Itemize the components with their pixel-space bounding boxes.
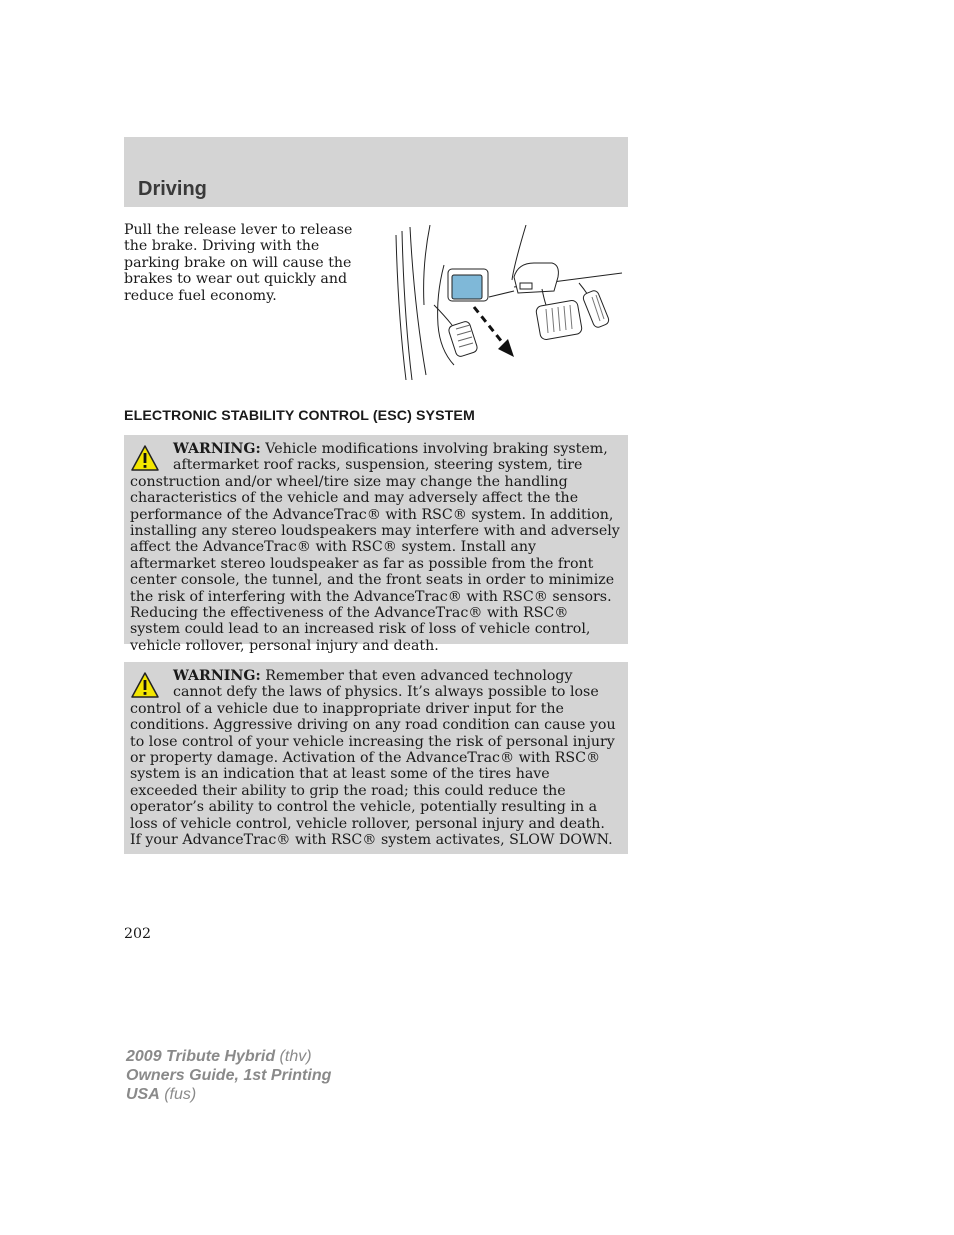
esc-section-heading: ELECTRONIC STABILITY CONTROL (ESC) SYSTEM — [124, 408, 475, 424]
intro-paragraph: Pull the release lever to release the brake. Driving with the parking brake on will cause the brakes to wear out quickly and reduce fuel economy. — [124, 222, 353, 304]
warning-triangle-icon — [130, 671, 160, 699]
warning-text — [130, 441, 620, 654]
warning-triangle-icon — [130, 444, 160, 472]
document-footer — [126, 1047, 331, 1104]
pull-direction-arrow — [474, 307, 514, 357]
brake-pedal — [535, 289, 582, 340]
warning-label: WARNING: — [173, 441, 261, 457]
parking-brake-pedal — [434, 305, 478, 358]
warning-box-vehicle-modifications — [124, 435, 628, 654]
accelerator-pedal — [579, 283, 610, 329]
section-title: Driving — [138, 178, 207, 200]
warning-box-laws-of-physics — [124, 662, 628, 854]
warning-text — [130, 668, 620, 848]
page-number: 202 — [124, 926, 152, 942]
dash-panel — [514, 263, 558, 293]
warning-label: WARNING: — [173, 668, 261, 684]
brake-release-handle — [448, 269, 488, 301]
footer-line-model: 2009 Tribute Hybrid (thv) — [126, 1048, 312, 1065]
parking-brake-release-illustration — [394, 225, 626, 383]
footer-line-guide: Owners Guide, 1st Printing — [126, 1067, 332, 1084]
door-frame-lines — [396, 225, 454, 380]
footer-line-market: USA (fus) — [126, 1086, 197, 1103]
section-header-band — [124, 137, 628, 207]
warning-body: Remember that even advanced technology cannot defy the laws of physics. It’s always possible to lose control of a vehicle due to inappropriate driver input for the conditions. Aggressive driving on any road condition can cause you to lose control of your vehicle increasing the risk of personal injury or property damage. Activation of the AdvanceTrac® with RSC® system is an indication that at least some of the tires have exceeded their ability to grip the road; this could reduce the operator’s ability to control the vehicle, potentially resulting in a loss of vehicle control, vehicle rollover, personal injury and death. If your AdvanceTrac® with RSC® system activates, SLOW DOWN. — [130, 668, 616, 849]
warning-body: Vehicle modifications involving braking system, aftermarket roof racks, suspension, steering system, tire construction and/or wheel/tire size may change the handling characteristics of the vehicle and may adversely affect the the performance of the AdvanceTrac® with RSC® system. In addition, installing any stereo loudspeakers may interfere with and adversely affect the AdvanceTrac® with RSC® system. Install any aftermarket stereo loudspeaker as far as possible from the front center console, the tunnel, and the front seats in order to minimize the risk of interfering with the AdvanceTrac® with RSC® sensors. Reducing the effectiveness of the AdvanceTrac® with RSC® system could lead to an increased risk of loss of vehicle control, vehicle rollover, personal injury and death. — [130, 441, 620, 654]
